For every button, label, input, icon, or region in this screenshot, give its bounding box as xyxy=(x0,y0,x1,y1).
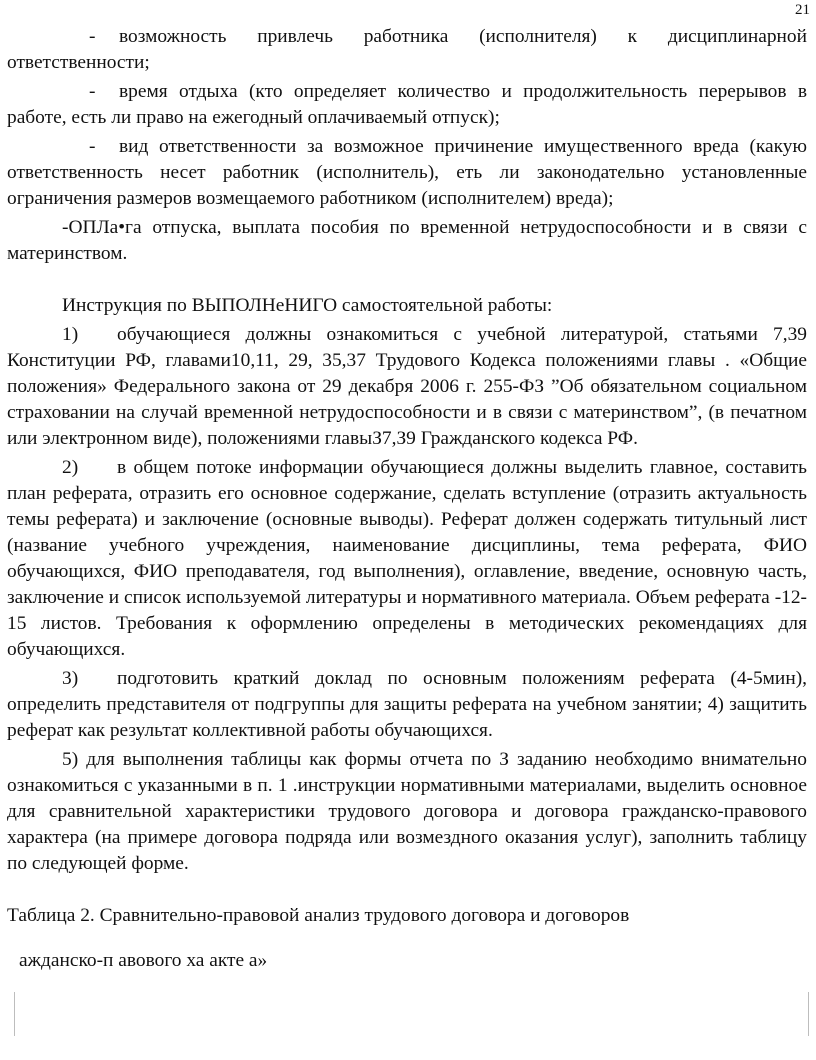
bullet-dash: - xyxy=(89,26,96,47)
document-body xyxy=(7,24,807,994)
table-frame xyxy=(14,992,809,1036)
bullet-text: возможность привлечь работника (исполнителя) к дисциплинарной ответственности; xyxy=(7,26,807,73)
instruction-heading: Инструкция по ВЫПОЛНеНИГО самостоятельной работы: xyxy=(62,295,553,316)
instruction-item xyxy=(7,322,807,452)
item-text: в общем потоке информации обучающиеся должны выделить главное, составить план реферата, отразить его основное содержание, сделать вступление (отразить актуальность темы реферата) и заключение (основные выводы). Реферат должен содержать титульный лист (название учебного учреждения, наименование дисциплины, тема реферата, ФИО обучающихся, ФИО преподавателя, год выполнения), оглавление, введение, основную часть, заключение и список используемой литературы и нормативного материала. Объем реферата -12-15 листов. Требования к оформлению определены в методических рекомендациях для обучающихся. xyxy=(7,457,807,660)
bullet-text: время отдыха (кто определяет количество и продолжительность перерывов в работе, есть ли право на ежегодный оплачиваемый отпуск); xyxy=(7,81,807,128)
item-text: обучающиеся должны ознакомиться с учебной литературой, статьями 7,39 Конституции РФ, главами10,11, 29, 35,37 Трудового Кодекса положениями главы . «Общие положения» Федерального закона от 29 декабря 2006 г. 255-ФЗ ”Об обязательном социальном страховании на случай временной нетрудоспособности и в связи с материнством”, (в печатном или электронном виде), положениями главыЗ7,З9 Гражданского кодекса РФ. xyxy=(7,324,807,449)
page-number: 21 xyxy=(795,2,810,18)
item-number: 1) xyxy=(62,324,79,345)
bullet-item xyxy=(7,24,807,76)
table-caption-continued: ажданско-п авового ха акте а» xyxy=(19,950,268,972)
bullet-dash: - xyxy=(89,136,96,157)
bullet-text: вид ответственности за возможное причинение имущественного вреда (какую ответственность несет работник (исполнитель), еть ли законодательно установленные ограничения размеров возмещаемого работником (исполнителем) вреда); xyxy=(7,136,807,209)
instruction-item-5: 5) для выполнения таблицы как формы отчета по З заданию необходимо внимательно ознакомиться с указанными в п. 1 .инструкции нормативными материалами, выделить основное для сравнительной характеристики трудового договора и договора гражданско-правового характера (на примере договора подряда или возмездного оказания услуг), заполнить таблицу по следующей форме. xyxy=(7,749,807,874)
table-caption: Таблица 2. Сравнительно-правовой анализ трудового договора и договоров xyxy=(7,905,630,926)
payment-paragraph: -ОПЛа•га отпуска, выплата пособия по временной нетрудоспособности и в связи с материнством. xyxy=(7,217,807,264)
bullet-dash: - xyxy=(89,81,96,102)
instruction-item xyxy=(7,666,807,744)
item-text: подготовить краткий доклад по основным положениям реферата (4-5мин), определить представителя от подгруппы для защиты реферата на учебном занятии; 4) защитить реферат как результат коллективной работы обучающихся. xyxy=(7,668,807,741)
item-number: 2) xyxy=(62,457,79,478)
bullet-item xyxy=(7,79,807,131)
bullet-item xyxy=(7,134,807,212)
instruction-item xyxy=(7,455,807,663)
item-number: 3) xyxy=(62,668,79,689)
